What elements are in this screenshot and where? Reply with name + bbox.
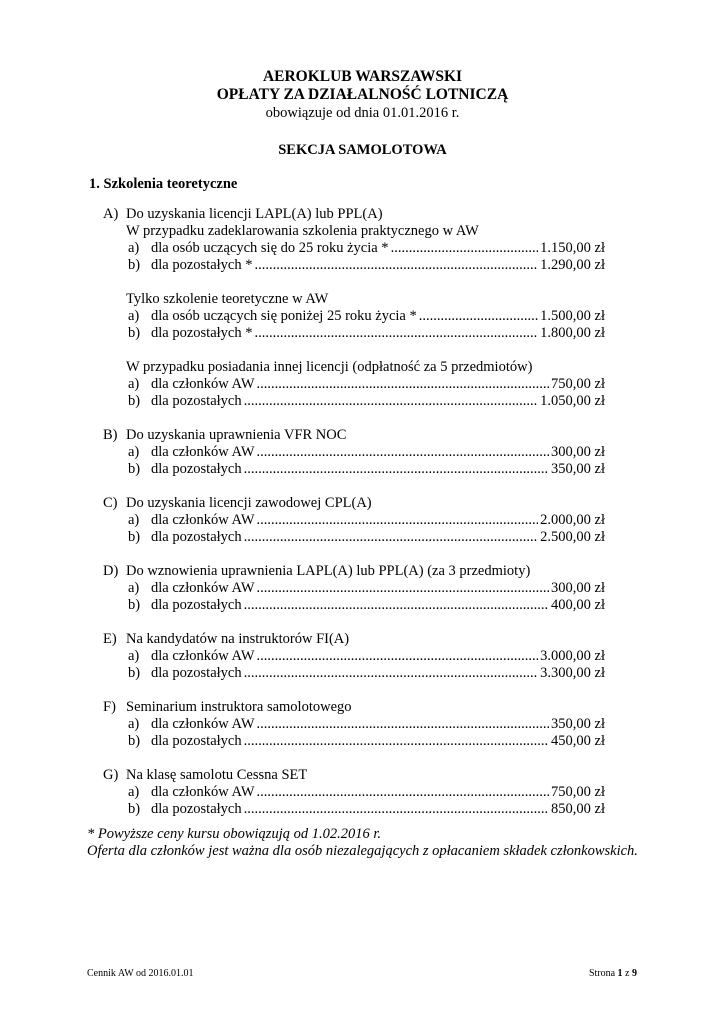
price-value: 3.000,00 zł — [540, 648, 605, 664]
price-row: a) dla członków AW ..... 3.000,00 zł — [0, 648, 605, 665]
price-label: dla członków AW — [151, 716, 255, 732]
price-label: dla członków AW — [151, 580, 255, 596]
group-c-heading: C) Do uzyskania licencji zawodowej CPL(A) — [103, 495, 372, 511]
footer-page-number: Strona 1 z 9 — [588, 968, 637, 979]
price-label: dla pozostałych * — [151, 325, 253, 341]
price-value: 750,00 zł — [551, 376, 605, 392]
dot-leader — [254, 257, 538, 274]
price-label: dla osób uczących się poniżej 25 roku życia * — [151, 308, 417, 324]
price-row: a) dla członków AW ..... 750,00 zł — [0, 784, 605, 801]
dot-leader — [244, 529, 539, 546]
price-row: b) dla pozostałych ..... 350,00 zł — [0, 461, 605, 478]
dot-leader — [257, 580, 549, 597]
price-value: 300,00 zł — [551, 580, 605, 596]
group-e-heading: E) Na kandydatów na instruktorów FI(A) — [103, 631, 350, 647]
price-row: b) dla pozostałych ..... 450,00 zł — [0, 733, 605, 750]
price-value: 350,00 zł — [551, 461, 605, 477]
footer-doc-label: Cennik AW od 2016.01.01 — [87, 968, 194, 979]
group-d-heading: D) Do wznowienia uprawnienia LAPL(A) lub PPL(A) (za 3 przedmioty) — [103, 563, 531, 579]
price-list — [0, 206, 725, 818]
price-label: dla pozostałych — [151, 461, 242, 477]
price-row: b) dla pozostałych ..... 1.050,00 zł — [0, 393, 605, 410]
price-value: 300,00 zł — [551, 444, 605, 460]
dot-leader — [244, 461, 549, 478]
document-title: OPŁATY ZA DZIAŁALNOŚĆ LOTNICZĄ — [216, 86, 509, 103]
price-label: dla członków AW — [151, 444, 255, 460]
price-row: b) dla pozostałych ..... 3.300,00 zł — [0, 665, 605, 682]
price-label: dla osób uczących się do 25 roku życia * — [151, 240, 389, 256]
price-value: 1.800,00 zł — [540, 325, 605, 341]
price-label: dla członków AW — [151, 648, 255, 664]
price-value: 2.500,00 zł — [540, 529, 605, 545]
dot-leader — [257, 444, 549, 461]
price-row: a) dla członków AW ..... 750,00 zł — [0, 376, 605, 393]
price-value: 850,00 zł — [551, 801, 605, 817]
dot-leader — [391, 240, 539, 257]
footnote-member-offer: Oferta dla członków jest ważna dla osób niezalegających z opłacaniem składek członkowskich. — [87, 843, 638, 859]
price-row: b) dla pozostałych * ..... 1.290,00 zł — [0, 257, 605, 274]
price-value: 400,00 zł — [551, 597, 605, 613]
dot-leader — [257, 376, 549, 393]
group-b-heading: B) Do uzyskania uprawnienia VFR NOC — [103, 427, 347, 443]
price-value: 1.050,00 zł — [540, 393, 605, 409]
price-label: dla pozostałych — [151, 801, 242, 817]
dot-leader — [244, 801, 549, 818]
price-row: a) dla członków AW ..... 300,00 zł — [0, 444, 605, 461]
group-a-sub2-heading: Tylko szkolenie teoretyczne w AW — [126, 291, 329, 307]
price-row: a) dla członków AW ..... 300,00 zł — [0, 580, 605, 597]
price-label: dla pozostałych — [151, 733, 242, 749]
dot-leader — [244, 597, 549, 614]
section-title: SEKCJA SAMOLOTOWA — [278, 142, 447, 158]
dot-leader — [419, 308, 538, 325]
price-row: b) dla pozostałych ..... 850,00 zł — [0, 801, 605, 818]
dot-leader — [244, 665, 539, 682]
price-row: a) dla członków AW ..... 350,00 zł — [0, 716, 605, 733]
dot-leader — [257, 716, 549, 733]
footnote-price-validity: * Powyższe ceny kursu obowiązują od 1.02.2016 r. — [87, 826, 382, 842]
price-label: dla pozostałych — [151, 529, 242, 545]
price-row: a) dla osób uczących się poniżej 25 roku życia * ..... 1.500,00 zł — [0, 308, 605, 325]
price-value: 450,00 zł — [551, 733, 605, 749]
price-label: dla członków AW — [151, 784, 255, 800]
dot-leader — [257, 648, 539, 665]
dot-leader — [244, 393, 539, 410]
dot-leader — [257, 784, 549, 801]
group-a-sub3-heading: W przypadku posiadania innej licencji (odpłatność za 5 przedmiotów) — [126, 359, 533, 375]
group-f-heading: F) Seminarium instruktora samolotowego — [103, 699, 352, 715]
dot-leader — [257, 512, 539, 529]
footnotes — [87, 826, 638, 860]
price-row: a) dla członków AW ..... 2.000,00 zł — [0, 512, 605, 529]
price-value: 1.500,00 zł — [540, 308, 605, 324]
price-label: dla pozostałych * — [151, 257, 253, 273]
price-value: 750,00 zł — [551, 784, 605, 800]
price-value: 1.290,00 zł — [540, 257, 605, 273]
price-label: dla pozostałych — [151, 665, 242, 681]
price-value: 3.300,00 zł — [540, 665, 605, 681]
dot-leader — [254, 325, 538, 342]
price-label: dla pozostałych — [151, 393, 242, 409]
price-value: 1.150,00 zł — [540, 240, 605, 256]
topic-heading: 1. Szkolenia teoretyczne — [89, 176, 238, 192]
price-label: dla pozostałych — [151, 597, 242, 613]
group-g-heading: G) Na klasę samolotu Cessna SET — [103, 767, 308, 783]
price-row: b) dla pozostałych * ..... 1.800,00 zł — [0, 325, 605, 342]
price-row: b) dla pozostałych ..... 400,00 zł — [0, 597, 605, 614]
price-row: b) dla pozostałych ..... 2.500,00 zł — [0, 529, 605, 546]
price-label: dla członków AW — [151, 376, 255, 392]
price-row: a) dla osób uczących się do 25 roku życia * ..... 1.150,00 zł — [0, 240, 605, 257]
group-a-heading: A) Do uzyskania licencji LAPL(A) lub PPL(A) — [103, 206, 383, 222]
price-value: 350,00 zł — [551, 716, 605, 732]
organization-name: AEROKLUB WARSZAWSKI — [262, 68, 463, 85]
group-a-sub1-heading: W przypadku zadeklarowania szkolenia praktycznego w AW — [126, 223, 479, 239]
document-header — [0, 68, 725, 122]
dot-leader — [244, 733, 549, 750]
effective-date: obowiązuje od dnia 01.01.2016 r. — [265, 105, 460, 121]
price-value: 2.000,00 zł — [540, 512, 605, 528]
price-label: dla członków AW — [151, 512, 255, 528]
